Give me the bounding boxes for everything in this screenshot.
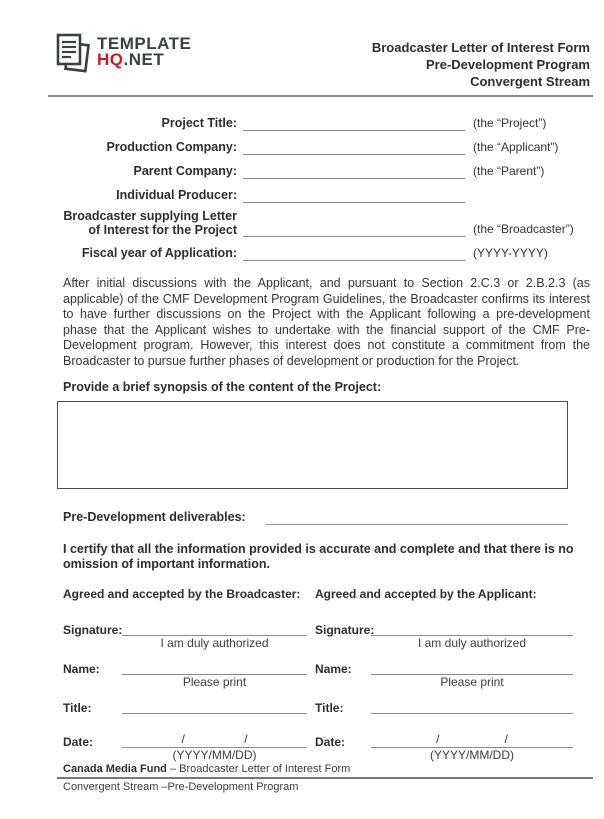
intro-paragraph: After initial discussions with the Applicant, and pursuant to Section 2.C.3 or 2.B.2.3 (as applicable) of the CMF Development Program Guidelines, the Broadcaster confirms its interest to have further discussions on the Project with the Applicant following a pre-development phase that the Applicant wishes to undertake with the financial support of the CMF Pre-Development program. However, this interest does not constitute a commitment from the Broadcaster to pursue further phases of development or production for the Project. xyxy=(63,276,590,368)
project-title-suffix: (the “Project”) xyxy=(473,116,547,130)
title-label: Title: xyxy=(63,701,92,715)
broadcaster-label: Broadcaster supplying Letter of Interest for the Project xyxy=(63,209,237,237)
date-format-note: (YYYY/MM/DD) xyxy=(430,748,514,762)
footer-divider xyxy=(57,777,593,779)
footer-line2: Convergent Stream –Pre-Development Program xyxy=(63,781,299,793)
certification-statement: I certify that all the information provided is accurate and complete and that there is no omission of important information. xyxy=(63,542,574,571)
footer-line1 xyxy=(63,763,590,775)
form-title-line3: Convergent Stream xyxy=(470,74,590,89)
footer-form-name: – Broadcaster Letter of Interest Form xyxy=(169,763,351,775)
parent-company-label: Parent Company: xyxy=(133,164,237,178)
date-separator: / xyxy=(181,732,185,746)
name-label: Name: xyxy=(315,662,352,676)
production-company-input[interactable] xyxy=(243,142,465,155)
form-title-line1: Broadcaster Letter of Interest Form xyxy=(371,40,590,55)
date-label: Date: xyxy=(315,735,346,749)
applicant-agreed-heading: Agreed and accepted by the Applicant: xyxy=(315,587,537,601)
applicant-signature-row xyxy=(315,620,573,659)
logo-line-hqnet: HQ.NET xyxy=(97,50,165,69)
date-label: Date: xyxy=(63,735,94,749)
document-pages-icon xyxy=(54,32,94,82)
applicant-signature-input[interactable] xyxy=(371,620,573,636)
logo-line-template: TEMPLATE xyxy=(97,34,192,53)
fiscal-year-input[interactable] xyxy=(243,248,465,261)
parent-company-suffix: (the “Parent”) xyxy=(473,164,545,178)
production-company-label: Production Company: xyxy=(106,140,237,154)
page-header xyxy=(63,32,590,90)
broadcaster-title-input[interactable] xyxy=(122,698,307,714)
applicant-title-input[interactable] xyxy=(371,698,573,714)
project-title-label: Project Title: xyxy=(161,116,237,130)
signature-label: Signature: xyxy=(315,623,375,637)
broadcaster-input[interactable] xyxy=(243,224,465,237)
deliverables-label: Pre-Development deliverables: xyxy=(63,510,246,524)
synopsis-heading: Provide a brief synopsis of the content of the Project: xyxy=(63,380,382,394)
applicant-signature-column xyxy=(315,587,573,771)
date-separator: / xyxy=(244,732,248,746)
applicant-date-input[interactable] xyxy=(371,732,573,748)
applicant-title-row xyxy=(315,698,573,732)
field-row-parent-company xyxy=(63,164,590,179)
duly-authorized-note: I am duly authorized xyxy=(160,636,269,650)
logo-wordmark xyxy=(97,35,191,68)
field-row-production-company xyxy=(63,140,590,155)
broadcaster-date-input[interactable] xyxy=(122,732,307,748)
name-label: Name: xyxy=(63,662,100,676)
deliverables-row xyxy=(63,510,590,525)
applicant-name-input[interactable] xyxy=(371,659,573,675)
individual-producer-label: Individual Producer: xyxy=(116,188,237,202)
broadcaster-name-row xyxy=(63,659,307,698)
field-row-individual-producer xyxy=(63,188,590,203)
signature-section xyxy=(63,587,590,771)
broadcaster-signature-input[interactable] xyxy=(122,620,307,636)
form-fields xyxy=(63,116,590,261)
date-format-note: (YYYY/MM/DD) xyxy=(172,748,257,762)
footer-cmf: Canada Media Fund xyxy=(63,763,167,775)
applicant-name-row xyxy=(315,659,573,698)
title-label: Title: xyxy=(315,701,344,715)
broadcaster-signature-row xyxy=(63,620,307,659)
field-row-broadcaster xyxy=(63,209,590,237)
form-title-line2: Pre-Development Program xyxy=(426,57,590,72)
date-separator: / xyxy=(436,732,440,746)
signature-label: Signature: xyxy=(63,623,123,637)
header-divider xyxy=(48,95,593,97)
fiscal-year-suffix: (YYYY-YYYY) xyxy=(473,246,548,260)
field-row-project-title xyxy=(63,116,590,131)
please-print-note: Please print xyxy=(182,675,247,689)
broadcaster-name-input[interactable] xyxy=(122,659,307,675)
broadcaster-suffix: (the “Broadcaster”) xyxy=(473,222,574,236)
field-row-fiscal-year xyxy=(63,246,590,261)
broadcaster-agreed-heading: Agreed and accepted by the Broadcaster: xyxy=(63,587,301,601)
templatehq-logo xyxy=(54,32,191,82)
individual-producer-input[interactable] xyxy=(243,190,465,203)
form-title xyxy=(372,39,590,90)
deliverables-input[interactable] xyxy=(266,512,568,525)
date-separator: / xyxy=(504,732,508,746)
project-title-input[interactable] xyxy=(243,118,465,131)
synopsis-textarea[interactable] xyxy=(57,401,568,489)
broadcaster-signature-column xyxy=(63,587,307,771)
page-footer xyxy=(63,763,590,793)
production-company-suffix: (the “Applicant”) xyxy=(473,140,559,154)
parent-company-input[interactable] xyxy=(243,166,465,179)
broadcaster-title-row xyxy=(63,698,307,732)
please-print-note: Please print xyxy=(440,675,504,689)
duly-authorized-note: I am duly authorized xyxy=(417,636,527,650)
fiscal-year-label: Fiscal year of Application: xyxy=(81,246,237,260)
